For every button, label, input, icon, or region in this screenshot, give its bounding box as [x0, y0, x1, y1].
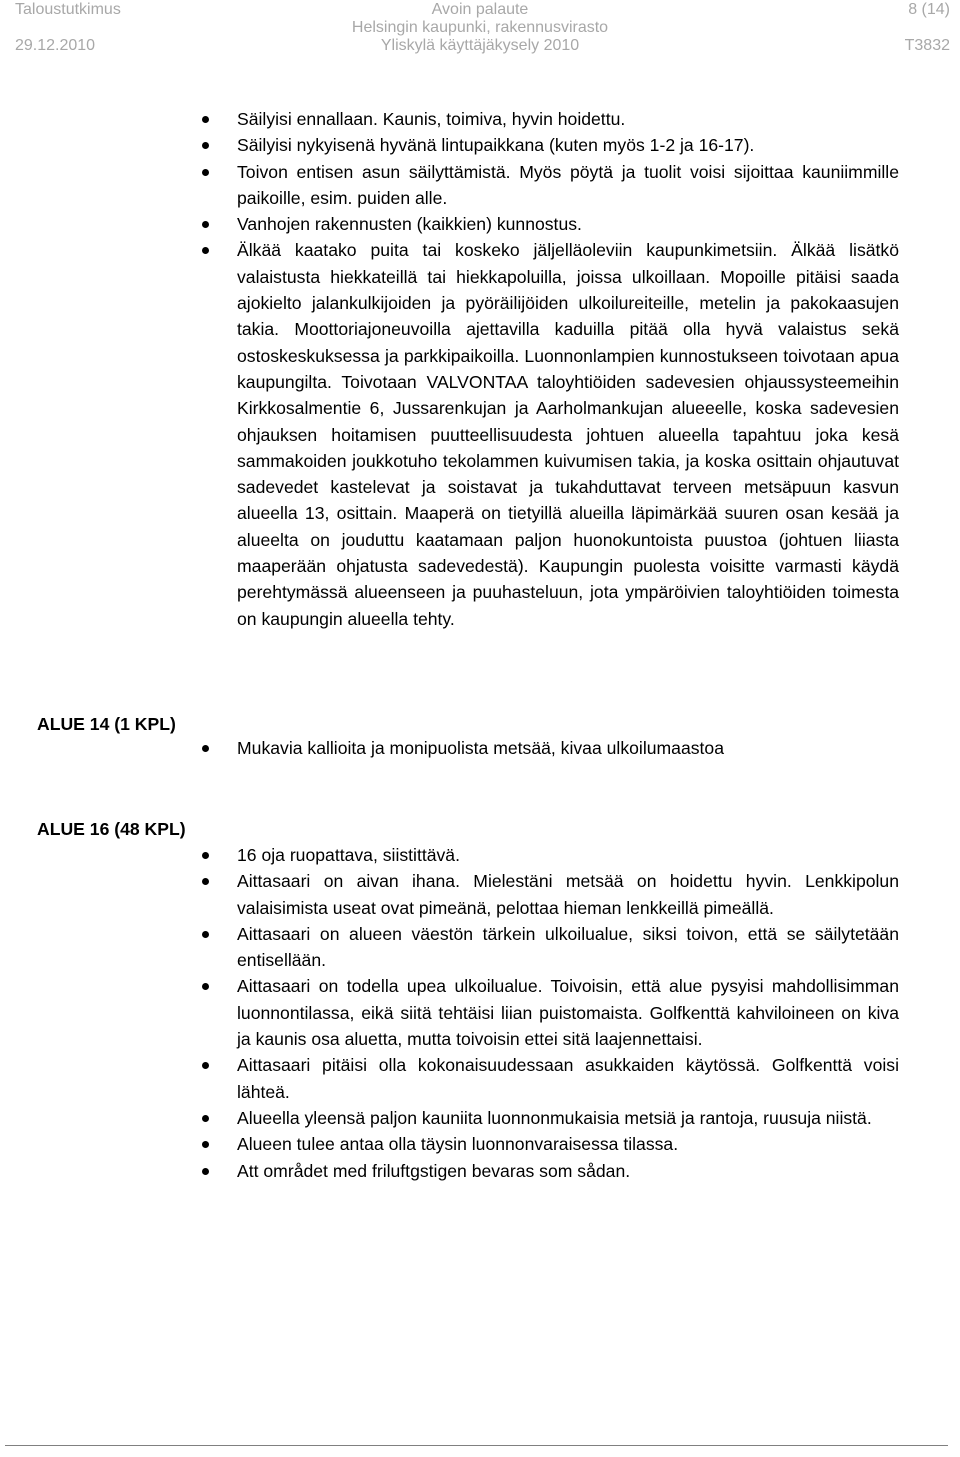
list-item: Att området med friluftgstigen bevaras som sådan. — [237, 1158, 899, 1184]
footer-divider — [5, 1445, 948, 1446]
header-survey: Yliskylä käyttäjäkysely 2010 — [380, 37, 580, 54]
area-14-heading: ALUE 14 (1 KPL) — [37, 714, 176, 734]
list-item: Aittasaari pitäisi olla kokonaisuudessaan asukkaiden käytössä. Golfkenttä voisi lähteä. — [237, 1052, 899, 1105]
list-item: Mukavia kallioita ja monipuolista metsää, kivaa ulkoilumaastoa — [237, 735, 899, 761]
list-item: Aittasaari on aivan ihana. Mielestäni metsää on hoidettu hyvin. Lenkkipolun valaisimista useat ovat pimeänä, pelottaa hieman lenkkeillä pimeällä. — [237, 868, 899, 921]
header-date: 29.12.2010 — [15, 37, 96, 54]
list-item: Toivon entisen asun säilyttämistä. Myös pöytä ja tuolit voisi sijoittaa kauniimmille paikoille, esim. puiden alle. — [237, 159, 899, 212]
area-14-comment-list — [237, 735, 899, 761]
header-title: Avoin palaute — [431, 1, 529, 18]
header-page-number: 8 (14) — [908, 1, 950, 18]
continued-comment-list — [237, 106, 899, 632]
header-company: Taloustutkimus — [15, 1, 121, 18]
list-item: Alueen tulee antaa olla täysin luonnonvaraisessa tilassa. — [237, 1131, 899, 1157]
list-item: Vanhojen rakennusten (kaikkien) kunnostus. — [237, 211, 899, 237]
header-client: Helsingin kaupunki, rakennusvirasto — [351, 19, 609, 36]
area-16-heading: ALUE 16 (48 KPL) — [37, 819, 186, 839]
list-item: Säilyisi ennallaan. Kaunis, toimiva, hyvin hoidettu. — [237, 106, 899, 132]
list-item: Aittasaari on todella upea ulkoilualue. Toivoisin, että alue pysyisi mahdollisimman luonnontilassa, eikä siitä tehtäisi liian puistomaista. Golfkenttä kahviloineen on kiva ja kaunis osa aluetta, mutta toivoisin ettei sitä laajennettaisi. — [237, 973, 899, 1052]
list-item: Älkää kaatako puita tai koskeko jäljelläoleviin kaupunkimetsiin. Älkää lisätkö valaistusta hiekkateillä tai hiekkapoluilla, joissa ulkoillaan. Mopoille pitäisi saada ajokielto jalankulkijoiden ja pyöräilijöiden ulkoilureiteille, metelin ja pakokaasujen takia. Moottoriajoneuvoilla ajettavilla kaduilla pitää olla hyvä valaistus sekä ostoskeskuksessa ja parkkipaikoilla. Luonnonlampien kunnostukseen toivotaan apua kaupungilta. Toivotaan VALVONTAA taloyhtiöiden sadevesien ohjaussysteemeihin Kirkkosalmentie 6, Jussarenkujan ja Aarholmankujan alueeelle, koska sadevesien ohjauksen hoitamisen puutteellisuudesta johtuen alueella tapahtuu joka kesä sammakoiden joukkotuho tekolammen kuivumisen takia, ja koska osittain ohjautuvat sadevedet kastelevat ja soistavat ja tukahduttavat terveen metsäpuun kasvun alueella 13, osittain. Maaperä on tietyillä alueilla läpimärkää suuren osan kesää ja alueelta on jouduttu kaatamaan paljon huonokuntoista puustoa (johtuen liiasta maaperään ohjatusta sadevedestä). Kaupungin puolesta voisitte varmasti käydä perehtymässä alueenseen ja puuhasteluun, jota ympäröivien taloyhtiöiden toimesta on kaupungin alueella tehty. — [237, 237, 899, 631]
area-16-comment-list — [237, 842, 899, 1184]
header-code: T3832 — [904, 37, 950, 54]
list-item: Aittasaari on alueen väestön tärkein ulkoilualue, siksi toivon, että se säilytetään entisellään. — [237, 921, 899, 974]
list-item: Alueella yleensä paljon kauniita luonnonmukaisia metsiä ja rantoja, ruusuja niistä. — [237, 1105, 899, 1131]
list-item: Säilyisi nykyisenä hyvänä lintupaikkana (kuten myös 1-2 ja 16-17). — [237, 132, 899, 158]
list-item: 16 oja ruopattava, siistittävä. — [237, 842, 899, 868]
